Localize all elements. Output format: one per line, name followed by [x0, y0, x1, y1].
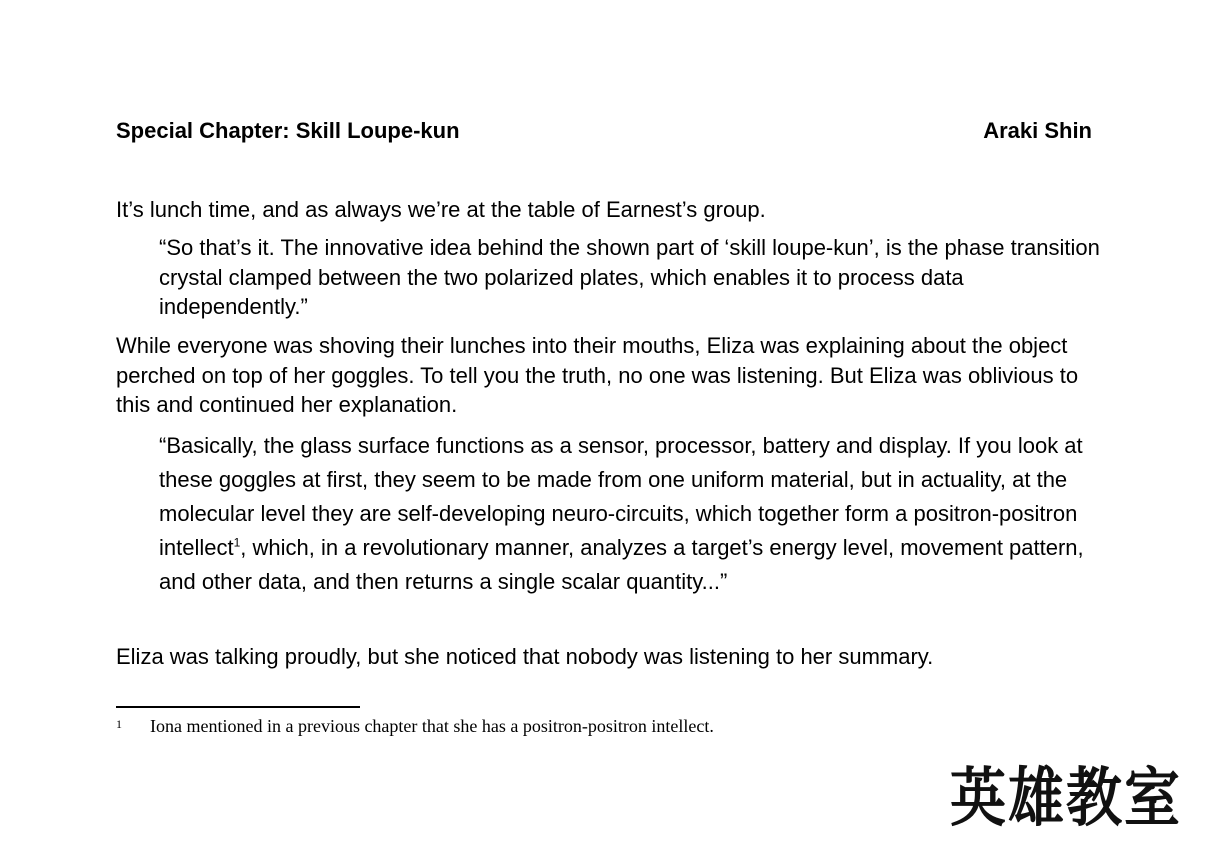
dialogue-quote-1: “So that’s it. The innovative idea behind the shown part of ‘skill loupe-kun’, is the phase transition crystal clamped between the two polarized plates, which enables it to process data independently.” — [159, 235, 1100, 319]
paragraph-2: While everyone was shoving their lunches into their mouths, Eliza was explaining about the object perched on top of her goggles. To tell you the truth, no one was listening. But Eliza was oblivious to this and continued her explanation. — [116, 333, 1079, 417]
series-logo: 英雄教室 — [950, 760, 1182, 836]
footnote-number: 1 — [116, 717, 122, 731]
chapter-title: Special Chapter: Skill Loupe-kun — [116, 118, 460, 143]
footnote-divider — [116, 706, 360, 708]
quote-2-text-part1: “Basically, the glass surface functions as a sensor, processor, battery and display. If you look at these goggles at first, they seem to be made from one uniform material, but in actuality, at the molecular level they are self-developing neuro-circuits, which together form a positron-positron intellect — [159, 433, 1083, 560]
quote-2-text-part2: , which, in a revolutionary manner, analyzes a target’s energy level, movement pattern, and other data, and then returns a single scalar quantity...” — [159, 535, 1084, 594]
paragraph-1: It’s lunch time, and as always we’re at the table of Earnest’s group. — [116, 197, 766, 222]
page-header — [116, 116, 1092, 146]
paragraph-3: Eliza was talking proudly, but she noticed that nobody was listening to her summary. — [116, 644, 934, 669]
author-name: Araki Shin — [983, 118, 1092, 143]
footnote-text: Iona mentioned in a previous chapter that she has a positron-positron intellect. — [150, 716, 714, 736]
footnote-reference[interactable]: 1 — [233, 535, 241, 550]
dialogue-quote-2 — [159, 429, 1109, 599]
